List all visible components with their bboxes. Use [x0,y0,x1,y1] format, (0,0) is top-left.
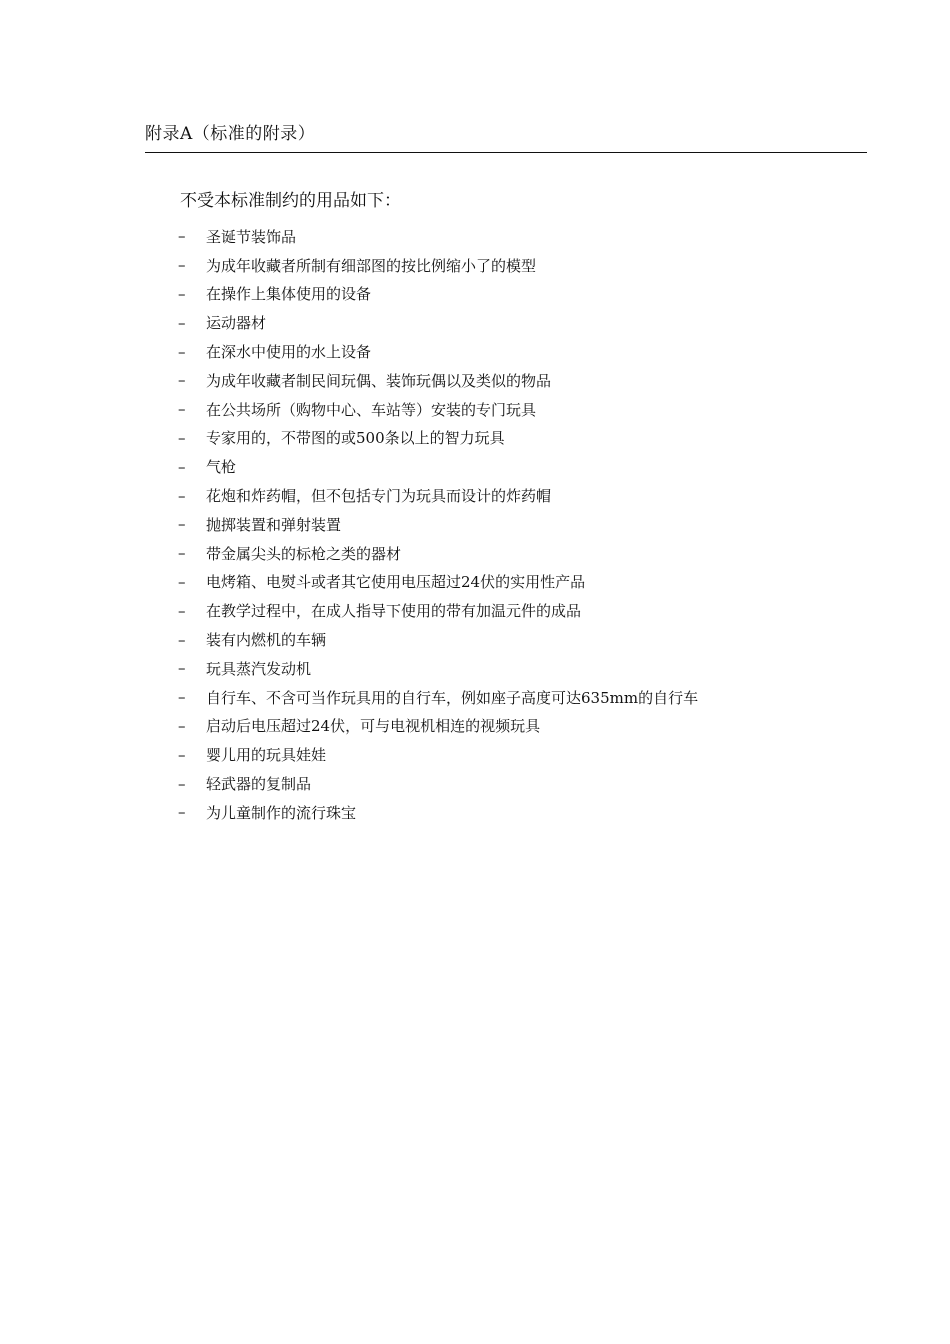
bullet-dash: – [178,803,186,822]
list-item [178,308,698,337]
list-item [178,424,698,453]
list-item-text: 电烤箱、电熨斗或者其它使用电压超过24伏的实用性产品 [206,573,586,592]
bullet-dash: – [178,688,186,707]
bullet-dash: – [178,630,186,649]
appendix-title: 附录A（标准的附录） [145,124,316,144]
list-item [178,654,698,683]
list-item [178,337,698,366]
list-item-text: 在操作上集体使用的设备 [206,285,372,304]
list-item-text: 轻武器的复制品 [206,775,312,794]
bullet-dash: – [178,486,186,505]
list-item [178,798,698,827]
bullet-dash: – [178,227,186,246]
list-item [178,481,698,510]
bullet-dash: – [178,774,186,793]
list-item [178,596,698,625]
list-item [178,769,698,798]
list-item-text: 装有内燃机的车辆 [206,631,327,650]
list-item-text: 玩具蒸汽发动机 [206,659,312,678]
list-item-text: 为儿童制作的流行珠宝 [206,803,357,822]
list-item [178,510,698,539]
list-item-text: 抛掷装置和弹射装置 [206,515,342,534]
bullet-dash: – [178,284,186,303]
list-item-text: 气枪 [206,458,237,477]
list-item-text: 带金属尖头的标枪之类的器材 [206,544,402,563]
bullet-dash: – [178,400,186,419]
list-item [178,625,698,654]
bullet-dash: – [178,313,186,332]
bullet-dash: – [178,544,186,563]
bullet-dash: – [178,659,186,678]
bullet-dash: – [178,745,186,764]
list-item-text: 为成年收藏者所制有细部图的按比例缩小了的模型 [206,256,537,275]
excluded-items-list [178,222,698,827]
list-item [178,539,698,568]
bullet-dash: – [178,572,186,591]
header-divider [145,152,867,153]
bullet-dash: – [178,457,186,476]
list-item-text: 花炮和炸药帽，但不包括专门为玩具而设计的炸药帽 [206,487,552,506]
list-item [178,683,698,712]
bullet-dash: – [178,601,186,620]
bullet-dash: – [178,716,186,735]
list-item [178,251,698,280]
bullet-dash: – [178,256,186,275]
list-item-text: 自行车、不含可当作玩具用的自行车，例如座子高度可达635mm的自行车 [206,688,699,707]
list-item-text: 运动器材 [206,314,267,333]
list-item-text: 在公共场所（购物中心、车站等）安装的专门玩具 [206,400,537,419]
list-item [178,395,698,424]
list-item-text: 专家用的，不带图的或500条以上的智力玩具 [206,429,505,448]
bullet-dash: – [178,428,186,447]
list-item-text: 在教学过程中，在成人指导下使用的带有加温元件的成品 [206,602,582,621]
list-item-text: 圣诞节装饰品 [206,227,297,246]
bullet-dash: – [178,342,186,361]
list-item [178,280,698,309]
list-item [178,740,698,769]
list-item-text: 婴儿用的玩具娃娃 [206,746,327,765]
list-item [178,222,698,251]
list-item-text: 启动后电压超过24伏，可与电视机相连的视频玩具 [206,717,541,736]
list-item [178,366,698,395]
list-item [178,452,698,481]
intro-text: 不受本标准制约的用品如下： [180,191,401,211]
bullet-dash: – [178,371,186,390]
list-item [178,712,698,741]
list-item-text: 为成年收藏者制民间玩偶、装饰玩偶以及类似的物品 [206,371,552,390]
list-item-text: 在深水中使用的水上设备 [206,343,372,362]
list-item [178,568,698,597]
bullet-dash: – [178,515,186,534]
